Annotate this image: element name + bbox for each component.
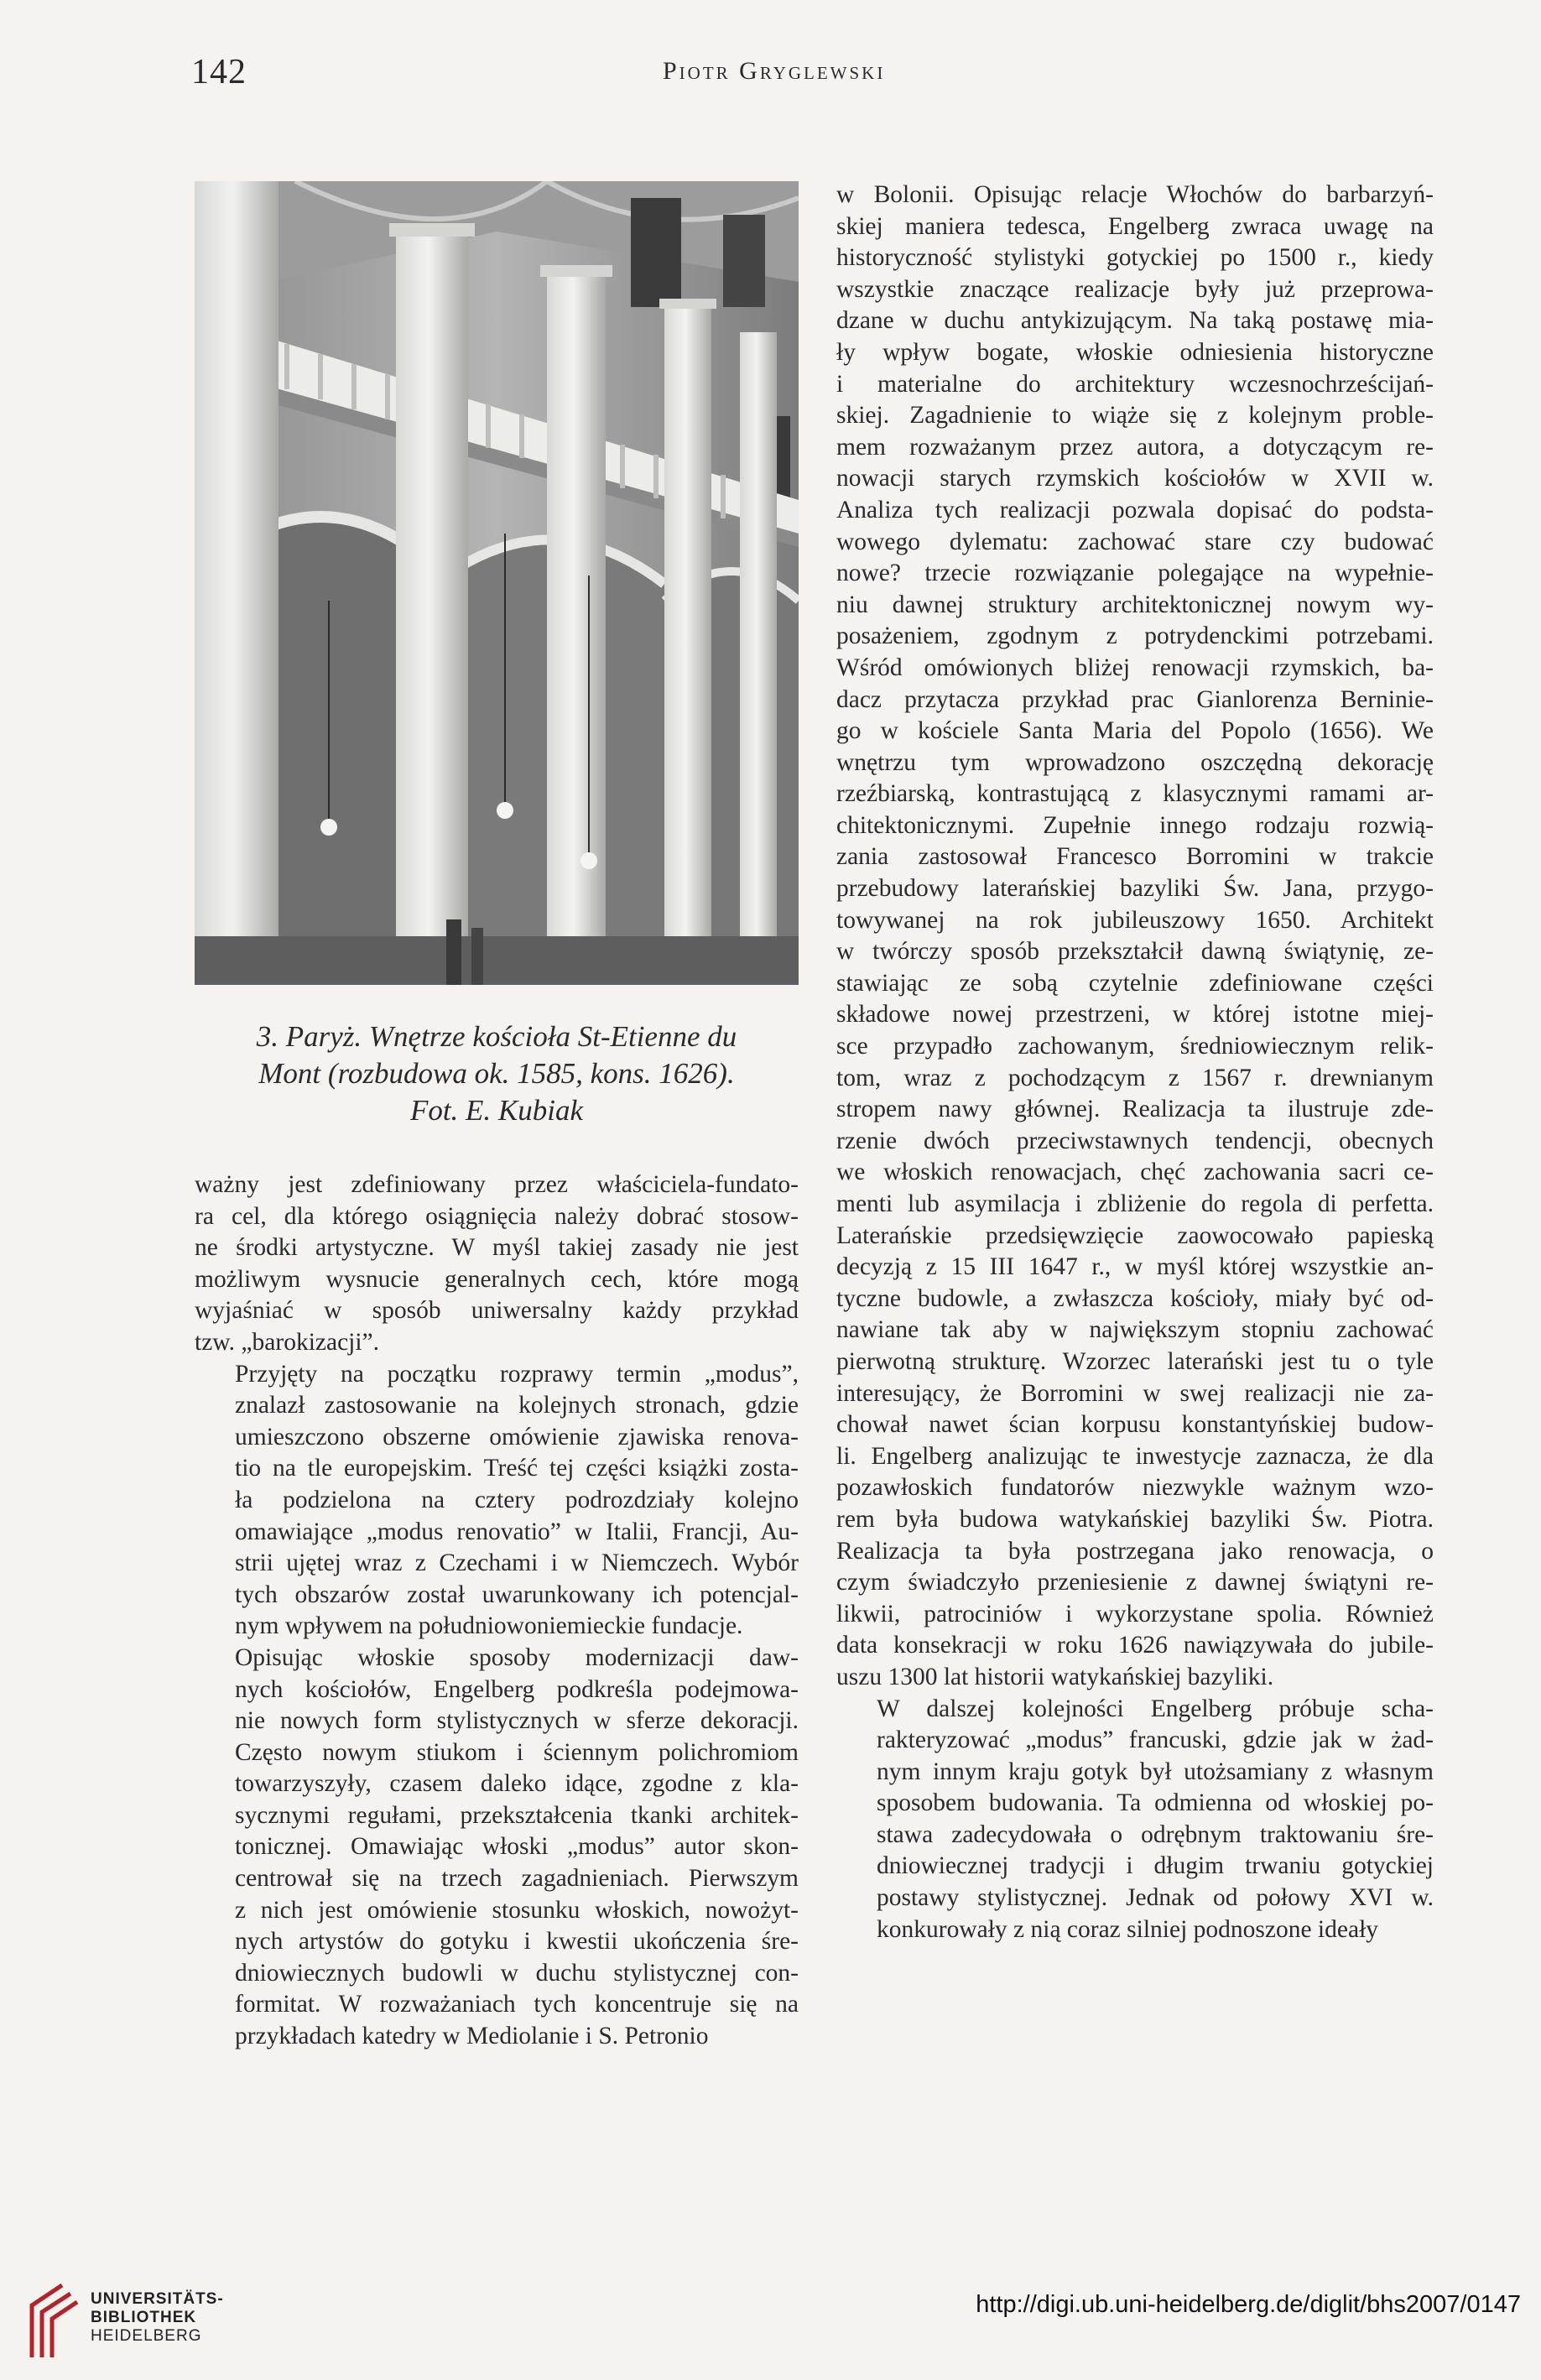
text-line: tych obszarów został uwarunkowany ich potencjal-	[235, 1581, 799, 1608]
text-line: rakteryzować „modus” francuski, gdzie jak w żad-	[877, 1726, 1434, 1754]
text-line: wszystkie znaczące realizacje były już przeprowa-	[836, 275, 1434, 303]
text-line: nym innym kraju gotyk był utożsamiany z własnym	[877, 1758, 1434, 1785]
text-line: tzw. „barokizacji”.	[195, 1328, 380, 1356]
text-line: strii ujętej wraz z Czechami i w Niemczech. Wybór	[235, 1549, 799, 1577]
text-line: W dalszej kolejności Engelberg próbuje scha-	[877, 1695, 1434, 1722]
library-line: HEIDELBERG	[91, 2327, 202, 2345]
text-line: Laterańskie przedsięwzięcie zaowocowało papieską	[836, 1221, 1434, 1249]
text-line: historyczność stylistyki gotyckiej po 1500 r., kiedy	[836, 244, 1434, 272]
text-line: Realizacja ta była postrzegana jako renowacja, o	[836, 1537, 1434, 1565]
library-logo-icon	[20, 2280, 81, 2361]
church-interior-illustration	[195, 181, 799, 985]
library-name	[91, 2290, 224, 2346]
text-line: pierwotną strukturę. Wzorzec laterański jest tu o tyle	[836, 1347, 1434, 1375]
text-line: znalazł zastosowanie na kolejnych stronach, gdzie	[235, 1392, 799, 1419]
text-line: go w kościele Santa Maria del Popolo (1656). We	[836, 717, 1434, 745]
text-line: we włoskich renowacjach, chęć zachowania sacri ce-	[836, 1159, 1434, 1186]
page-number: 142	[191, 53, 247, 91]
church-interior-photo	[195, 181, 799, 985]
text-line: skiej. Zagadnienie to wiąże się z kolejnym proble-	[836, 402, 1434, 430]
text-line: nych artystów do gotyku i kwestii ukończenia śre-	[235, 1928, 799, 1956]
text-line: skiej maniera tedesca, Engelberg zwraca uwagę na	[836, 212, 1434, 240]
text-line: nowe? trzecie rozwiązanie polegające na wypełnie-	[836, 560, 1434, 587]
text-line: sce przypadło zachowanym, średniowiecznym relik-	[836, 1033, 1434, 1060]
text-line: interesujący, że Borromini w swej realizacji nie za-	[836, 1379, 1434, 1407]
text-line: rzenie dwóch przeciwstawnych tendencji, obecnych	[836, 1127, 1434, 1154]
text-line: uszu 1300 lat historii watykańskiej bazyliki.	[836, 1663, 1274, 1690]
text-line: formitat. W rozważaniach tych koncentruje się na	[235, 1991, 799, 2018]
text-line: sycznymi regułami, przekształcenia tkanki architek-	[235, 1801, 799, 1829]
text-line: mem rozważanym przez autora, a dotyczącym re-	[836, 433, 1434, 461]
paragraph	[195, 1643, 799, 2053]
text-line: dniowiecznej tradycji i długim trwaniu gotyckiej	[877, 1852, 1434, 1880]
text-line: likwii, patrociniów i wykorzystane spolia. Również	[836, 1600, 1434, 1627]
text-line: nych kościołów, Engelberg podkreśla podejmowa-	[235, 1675, 799, 1703]
text-line: sposobem budowania. Ta odmienna od włoskiej po-	[877, 1789, 1434, 1817]
text-line: tom, wraz z pochodzącym z 1567 r. drewnianym	[836, 1064, 1434, 1091]
text-line: w twórczy sposób przekształcił dawną świątynię, ze-	[836, 938, 1434, 966]
paragraph	[195, 1359, 799, 1643]
left-column-text	[195, 1169, 799, 2053]
figure-caption	[195, 1018, 799, 1129]
text-line: tonicznej. Omawiając włoski „modus” autor skon-	[235, 1833, 799, 1861]
text-line: Analiza tych realizacji pozwala dopisać do podsta-	[836, 496, 1434, 523]
text-line: nie nowych form stylistycznych w sferze dekoracji.	[235, 1707, 799, 1735]
text-line: towarzyszyły, czasem daleko idące, zgodne z kla-	[235, 1770, 799, 1798]
text-line: li. Engelberg analizując te inwestycje zaznacza, że dla	[836, 1442, 1434, 1470]
text-line: przebudowy laterańskiej bazyliki Św. Jana, przygo-	[836, 875, 1434, 903]
text-line: Często nowym stiukom i ściennym polichromiom	[235, 1738, 799, 1766]
text-line: wnętrzu tym wprowadzono oszczędną dekorację	[836, 748, 1434, 776]
caption-line: Mont (rozbudowa ok. 1585, kons. 1626).	[258, 1057, 735, 1090]
text-line: czym świadczyło przeniesienie z dawnej świątyni re-	[836, 1569, 1434, 1596]
text-line: decyzją z 15 III 1647 r., w myśl której wszystkie an-	[836, 1253, 1434, 1281]
text-line: składowe nowej przestrzeni, w której istotne miej-	[836, 1001, 1434, 1029]
text-line: w Bolonii. Opisując relacje Włochów do barbarzyń-	[836, 181, 1434, 208]
text-line: chitektonicznymi. Zupełnie innego rodzaju rozwią-	[836, 811, 1434, 839]
text-line: możliwym wysnucie generalnych cech, które mogą	[195, 1265, 799, 1293]
library-line: BIBLIOTHEK	[91, 2309, 197, 2326]
text-line: omawiające „modus renovatio” w Italii, Francji, Au-	[235, 1518, 799, 1545]
source-url-link[interactable]: http://digi.ub.uni-heidelberg.de/diglit/bhs2007/0147	[976, 2291, 1521, 2318]
text-line: konkurowały z nią coraz silniej podnoszone ideały	[877, 1915, 1379, 1943]
text-line: chował nawet ścian korpusu konstantyńskiej budow-	[836, 1411, 1434, 1439]
text-line: posażeniem, zgodnym z potrydenckimi potrzebami.	[836, 622, 1434, 650]
text-line: rzeźbiarską, kontrastującą z klasycznymi ramami ar-	[836, 780, 1434, 808]
text-line: wyjaśniać w sposób uniwersalny każdy przykład	[195, 1297, 799, 1325]
text-line: ra cel, dla którego osiągnięcia należy dobrać stosow-	[195, 1202, 799, 1230]
text-line: Wśród omówionych bliżej renowacji rzymskich, ba-	[836, 654, 1434, 681]
text-line: zania zastosował Francesco Borromini w trakcie	[836, 843, 1434, 871]
text-line: stawiając ze sobą czytelnie zdefiniowane części	[836, 969, 1434, 997]
text-line: Przyjęty na początku rozprawy termin „modus”,	[235, 1360, 799, 1388]
text-line: Opisując włoskie sposoby modernizacji daw-	[235, 1643, 799, 1671]
text-line: tyczne budowle, a zwłaszcza kościoły, miały być od-	[836, 1284, 1434, 1312]
library-line: UNIVERSITÄTS-	[91, 2290, 224, 2308]
caption-line: Fot. E. Kubiak	[409, 1094, 584, 1127]
caption-line: 3. Paryż. Wnętrze kościoła St-Etienne du	[256, 1020, 737, 1053]
text-line: niu dawnej struktury architektonicznej nowym wy-	[836, 591, 1434, 618]
text-line: ły wpływ bogate, włoskie odniesienia historyczne	[836, 338, 1434, 366]
text-line: pozawłoskich fundatorów niezwykle ważnym wzo-	[836, 1474, 1434, 1502]
text-line: dniowiecznych budowli w duchu stylistycznej con-	[235, 1959, 799, 1987]
text-line: nowacji starych rzymskich kościołów w XVII w.	[836, 465, 1434, 492]
text-line: stawa zadecydowała o odrębnym traktowaniu śre-	[877, 1820, 1434, 1848]
paragraph	[195, 1169, 799, 1359]
text-line: wowego dylematu: zachować stare czy budować	[836, 528, 1434, 555]
right-column-text	[836, 180, 1434, 1945]
text-line: umieszczono obszerne omówienie zjawiska renova-	[235, 1423, 799, 1450]
text-line: przykładach katedry w Mediolanie i S. Petronio	[235, 2023, 709, 2050]
text-line: dzane w duchu antykizującym. Na taką postawę mia-	[836, 307, 1434, 335]
text-line: centrował się na trzech zagadnieniach. Pierwszym	[235, 1865, 799, 1893]
paragraph	[836, 1694, 1434, 1946]
text-line: i materialne do architektury wczesnochrześcijań-	[836, 370, 1434, 398]
paragraph	[836, 180, 1434, 1694]
text-line: ne środki artystyczne. W myśl takiej zasady nie jest	[195, 1234, 799, 1262]
text-line: tio na tle europejskim. Treść tej części książki zosta-	[235, 1455, 799, 1482]
text-line: menti lub asymilacja i zbliżenie do regola di perfetta.	[836, 1190, 1434, 1217]
text-line: z nich jest omówienie stosunku włoskich, nowożyt-	[235, 1896, 799, 1924]
running-head: Piotr Gryglewski	[663, 57, 886, 85]
text-line: postawy stylistycznej. Jednak od połowy XVI w.	[877, 1884, 1434, 1912]
text-line: nym wpływem na południowoniemieckie fundacje.	[235, 1612, 743, 1640]
text-line: ła podzielona na cztery podrozdziały kolejno	[235, 1486, 799, 1513]
text-line: ważny jest zdefiniowany przez właściciela-fundato-	[195, 1171, 799, 1198]
text-line: stropem nawy głównej. Realizacja ta ilustruje zde-	[836, 1096, 1434, 1123]
text-line: nawiane tak aby w największym stopniu zachować	[836, 1316, 1434, 1344]
text-line: data konsekracji w roku 1626 nawiązywała do jubile-	[836, 1632, 1434, 1659]
text-line: dacz przytacza przykład prac Gianlorenza Berninie-	[836, 685, 1434, 713]
text-line: towywanej na rok jubileuszowy 1650. Architekt	[836, 906, 1434, 934]
text-line: rem była budowa watykańskiej bazyliki Św. Piotra.	[836, 1505, 1434, 1533]
